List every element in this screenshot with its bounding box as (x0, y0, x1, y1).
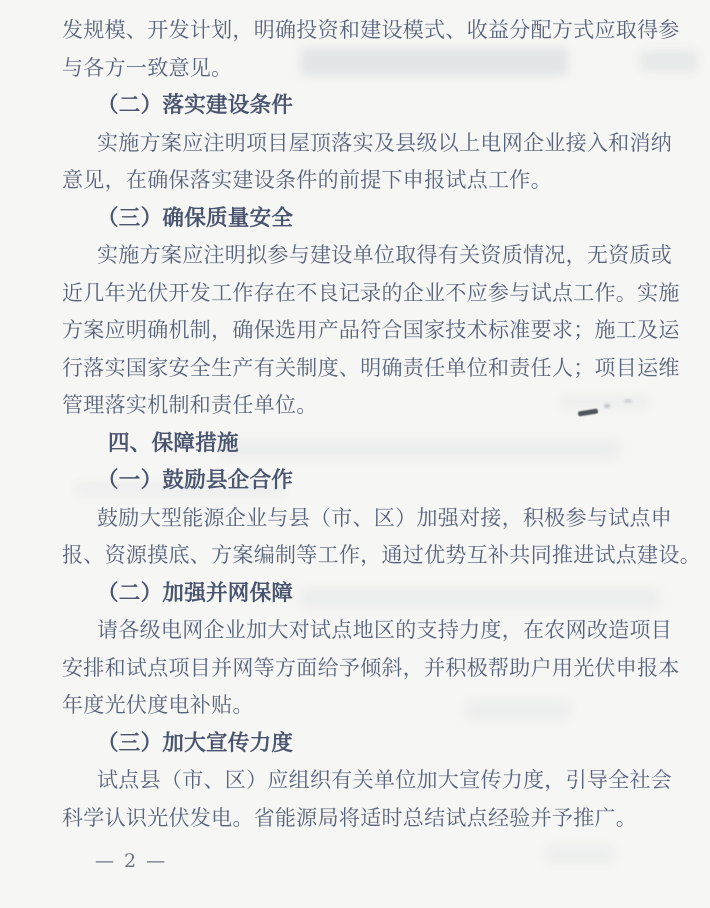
subheading-3-increase-publicity: （三）加大宣传力度 (97, 730, 294, 756)
body-text-line: 实施方案应注明项目屋顶落实及县级以上电网企业接入和消纳 (97, 130, 673, 155)
body-text-line: 实施方案应注明拟参与建设单位取得有关资质情况，无资质或 (97, 243, 673, 267)
subheading-2-grid-connection-guarantee: （二）加强并网保障 (97, 580, 294, 606)
body-text-line: 发规模、开发计划，明确投资和建设模式、收益分配方式应取得参 (62, 18, 680, 42)
body-text-line: 近几年光伏开发工作存在不良记录的企业不应参与试点工作。实施 (62, 280, 680, 305)
page-number: — 2 — (95, 850, 168, 872)
body-text-line: 意见，在确保落实建设条件的前提下申报试点工作。 (62, 168, 552, 192)
body-text-line: 与各方一致意见。 (62, 55, 233, 80)
document-body (62, 12, 701, 837)
body-text-line: 安排和试点项目并网等方面给予倾斜，并积极帮助户用光伏申报本 (62, 655, 680, 680)
body-text-line: 请各级电网企业加大对试点地区的支持力度，在农网改造项目 (97, 618, 673, 642)
subheading-1-county-enterprise-cooperation: （一）鼓励县企合作 (97, 468, 294, 493)
heading-4-safeguard-measures: 四、保障措施 (108, 430, 239, 456)
bleedthrough-smudge (545, 845, 615, 863)
subheading-2-implement-construction-conditions: （二）落实建设条件 (97, 93, 294, 118)
body-text-line: 科学认识光伏发电。省能源局将适时总结试点经验并予推广。 (62, 805, 638, 830)
body-text-line: 行落实国家安全生产有关制度、明确责任单位和责任人；项目运维 (62, 355, 680, 380)
subheading-3-ensure-quality-safety: （三）确保质量安全 (97, 205, 294, 231)
body-text-line: 报、资源摸底、方案编制等工作，通过优势互补共同推进试点建设。 (62, 543, 701, 567)
body-text-line: 试点县（市、区）应组织有关单位加大宣传力度，引导全社会 (97, 768, 673, 792)
body-text-line: 方案应明确机制，确保选用产品符合国家技术标准要求；施工及运 (62, 318, 680, 342)
body-text-line: 鼓励大型能源企业与县（市、区）加强对接，积极参与试点申 (97, 505, 673, 530)
body-text-line: 管理落实机制和责任单位。 (62, 393, 318, 417)
body-text-line: 年度光伏度电补贴。 (62, 693, 254, 717)
